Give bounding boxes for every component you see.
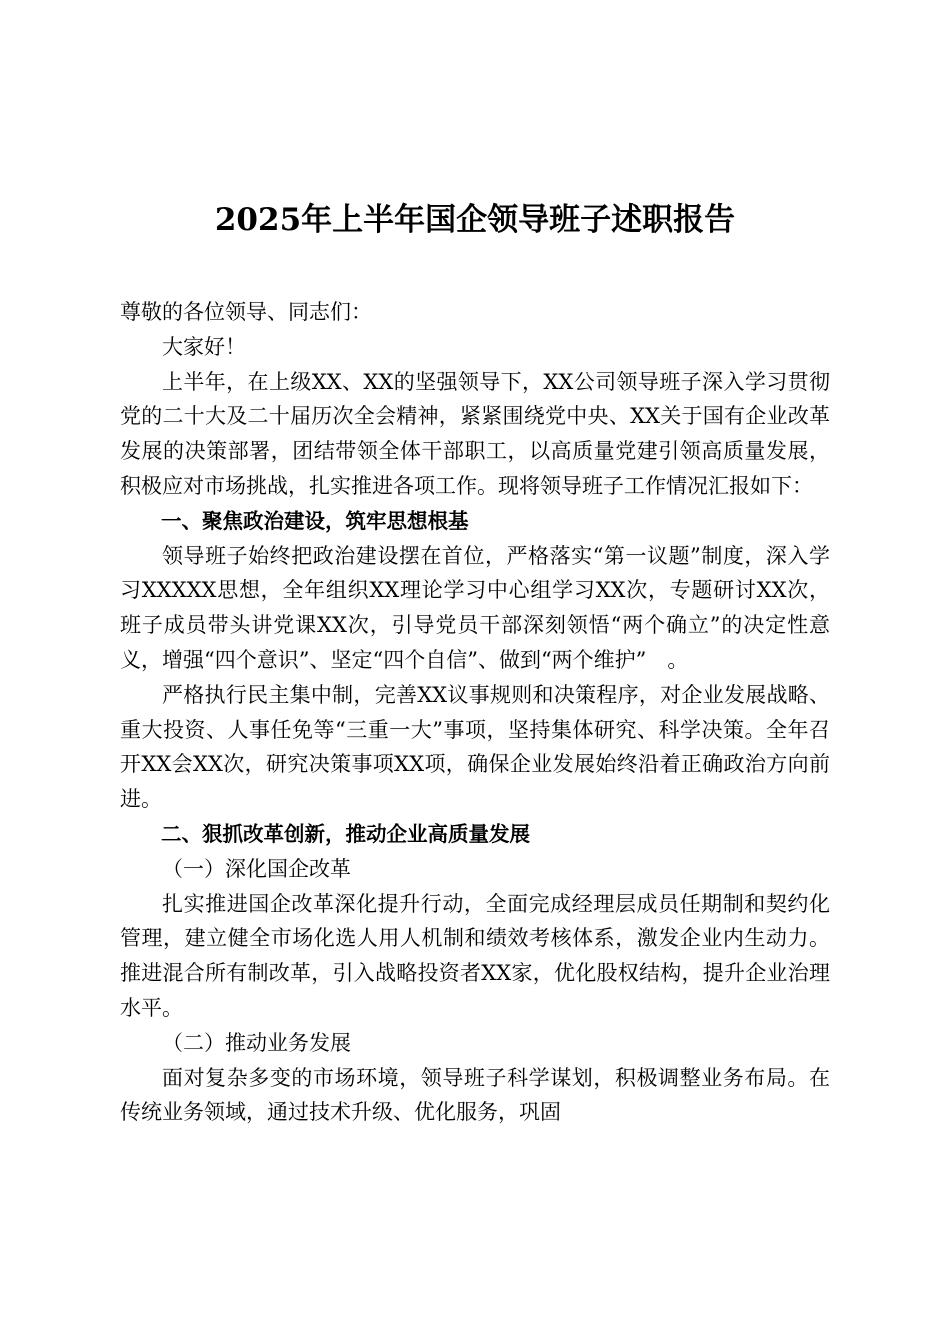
section-1-heading: 一、聚焦政治建设，筑牢思想根基 xyxy=(161,508,469,533)
section-2-subheading-2: （二）推动业务发展 xyxy=(162,1030,351,1055)
section-1-paragraph-1: 领导班子始终把政治建设摆在首位，严格落实“第一议题”制度，深入学习XXXXX思想，全年组织XX理论学习中心组学习XX次，专题研讨XX次，班子成员带头讲党课XX次，引导党员干部深刻领悟“两个确立”的决定性意义，增强“四个意识”、坚定“四个自信”、做到“两个维护” 。 xyxy=(120,543,830,672)
salutation: 尊敬的各位领导、同志们： xyxy=(120,300,372,324)
section-2-paragraph-2: 面对复杂多变的市场环境，领导班子科学谋划，积极调整业务布局。在传统业务领域，通过技术升级、优化服务，巩固 xyxy=(120,1065,830,1125)
section-2-subheading-1: （一）深化国企改革 xyxy=(162,856,351,881)
document-title: 2025年上半年国企领导班子述职报告 xyxy=(214,202,736,238)
document-body xyxy=(120,295,830,1130)
section-2-heading: 二、狠抓改革创新，推动企业高质量发展 xyxy=(161,821,530,846)
greeting: 大家好！ xyxy=(162,334,246,359)
section-2-paragraph-1: 扎实推进国企改革深化提升行动，全面完成经理层成员任期制和契约化管理，建立健全市场化选人用人机制和绩效考核体系，激发企业内生动力。推进混合所有制改革，引入战略投资者XX家，优化股权结构，提升企业治理水平。 xyxy=(120,891,830,1020)
section-1-paragraph-2: 严格执行民主集中制，完善XX议事规则和决策程序，对企业发展战略、重大投资、人事任免等“三重一大”事项，坚持集体研究、科学决策。全年召开XX会XX次，研究决策事项XX项，确保企业发展始终沿着正确政治方向前进。 xyxy=(120,682,830,812)
intro-paragraph: 上半年，在上级XX、XX的坚强领导下，XX公司领导班子深入学习贯彻党的二十大及二十届历次全会精神，紧紧围绕党中央、XX关于国有企业改革发展的决策部署，团结带领全体干部职工，以高质量党建引领高质量发展，积极应对市场挑战，扎实推进各项工作。现将领导班子工作情况汇报如下： xyxy=(120,369,830,498)
